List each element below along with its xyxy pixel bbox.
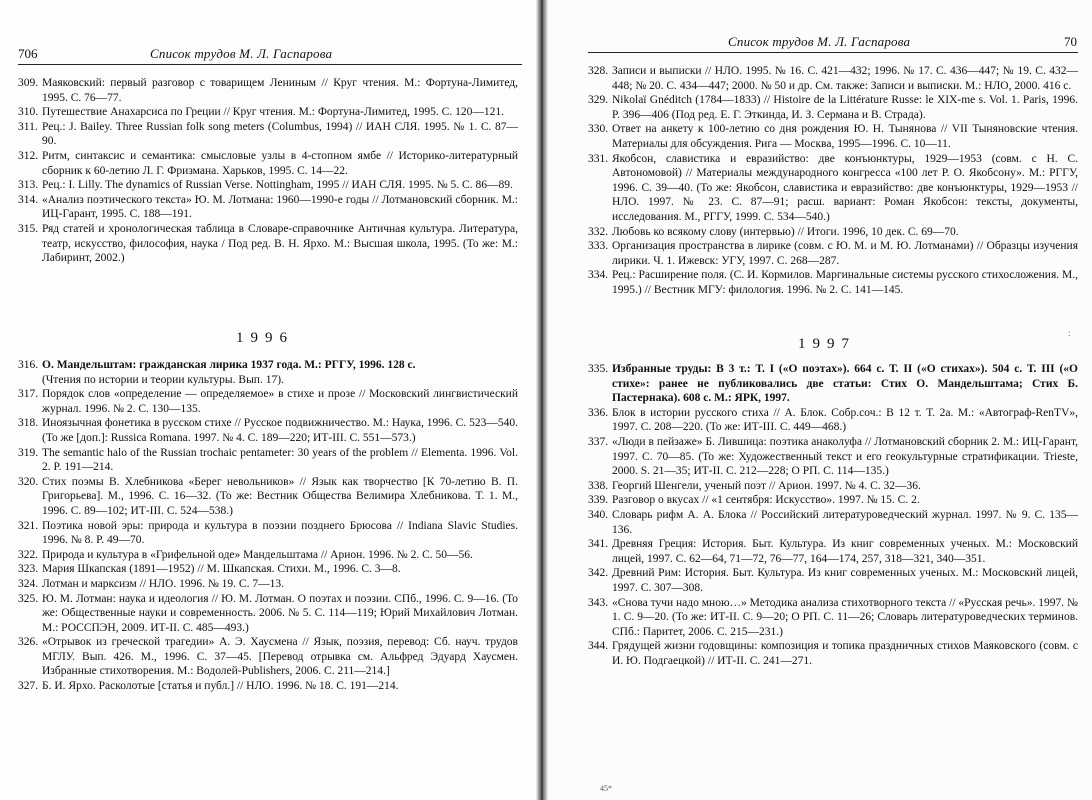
entry-number: 328. xyxy=(588,65,609,77)
entry-number: 344. xyxy=(588,640,609,653)
entry-text: Маяковский: первый разговор с товарищем Лениным // Круг чтения. М.: Фортуна-Лимитед, 1995. С. 76—77. xyxy=(42,77,518,104)
bibliography-entry xyxy=(18,76,518,105)
entry-text: Древний Рим: История. Быт. Культура. Из книг современных ученых. М.: Московский лицей, 1997. С. 307—308. xyxy=(612,567,1078,594)
entry-number: 318. xyxy=(18,417,39,430)
entry-text: «Снова тучи надо мною…» Методика анализа стихотворного текста // «Русская речь». 1997. № 1. С. 9—20. (То же: ИТ-II. С. 9—20; О РП. С. 11—26; Словарь литературоведческих терминов. СПб.: Паритет, 2006. С. 215—231.) xyxy=(612,596,1078,638)
year-heading: 1996 xyxy=(236,330,294,346)
header-rule xyxy=(18,64,522,65)
bibliography-entry xyxy=(18,105,518,120)
entry-number: 337. xyxy=(588,435,609,448)
entry-number: 320. xyxy=(18,475,39,488)
entry-number: 309. xyxy=(18,77,39,89)
entry-text: «Анализ поэтического текста» Ю. М. Лотмана: 1960—1990-е годы // Лотмановский сборник. М.: ИЦ-Гарант, 1995. С. 188—191. xyxy=(42,193,518,221)
bibliography-entry xyxy=(18,387,518,416)
bibliography-entry xyxy=(18,416,518,445)
entry-number: 310. xyxy=(18,106,39,119)
entry-text: The semantic halo of the Russian trochaic pentameter: 30 years of the problem // Elementa. 1996. Vol. 2. P. 191—214. xyxy=(42,446,518,474)
entry-text: Nikolaï Gnéditch (1784—1833) // Histoire de la Littérature Russe: le XIX-me s. Vol. 1. Paris, 1996. P. 396—406 (Под ред. Е. Г. Эткинда, И. З. Сермана и В. Страда). xyxy=(612,94,1078,121)
bibliography-entry xyxy=(18,635,518,679)
entry-text: Ю. М. Лотман: наука и идеология // Ю. М. Лотман. О поэтах и поэзии. СПб., 1996. С. 9—16. (То же: Общественные науки и современность. 2006. № 5. С. 114—119; Юрий Михайлович Лотман. М.: РОССПЭН, 2009. ИТ-II. С. 485—493.) xyxy=(42,592,518,634)
bibliography-entry xyxy=(18,562,518,577)
entry-number: 313. xyxy=(18,179,39,192)
entry-number: 311. xyxy=(18,120,38,133)
margin-mark: : xyxy=(1068,328,1071,338)
bibliography-entry xyxy=(18,577,518,592)
entry-number: 316. xyxy=(18,359,39,371)
entry-text: Избранные труды: В 3 т.: Т. I («О поэтах»). 664 с. Т. II («О стихах»). 504 с. Т. III («О стихе»: ранее не публиковались две статьи: Стих О. Мандельштама; Стих Б. Пастернака). 608 с. М.: ЯРК, 1997. xyxy=(612,363,1078,405)
entry-text: Ритм, синтаксис и семантика: смысловые узлы в 4-стопном ямбе // Историко-литературный сборник к 60-летию Л. Г. Фризмана. Харьков, 1995. С. 14—22. xyxy=(42,149,518,177)
bibliography-entry xyxy=(18,446,518,475)
bibliography-entry xyxy=(18,193,518,222)
bibliography-entry xyxy=(588,152,1078,225)
bibliography-entry xyxy=(588,639,1078,668)
bibliography-entry xyxy=(588,239,1078,268)
entry-text: Якобсон, славистика и евразийство: две конъюнктуры, 1929—1953 (совм. с Н. С. Автономовой) // Материалы международного конгресса «100 лет Р. О. Якобсону». М.: РГГУ, 1996. С. 39—40. (То же: Якобсон, славистика и евразийство: две конъюнктуры, 1929—1953 // НЛО. 1997. № 23. С. 87—91; расш. вариант: Роман Якобсон: тексты, документы, исследования. М., РГГУ, 1999. С. 534—540.) xyxy=(612,152,1078,223)
bibliography-entry xyxy=(588,596,1078,640)
entry-number: 324. xyxy=(18,577,39,590)
entry-text: Грядущей жизни годовщины: композиция и топика праздничных стихов Маяковского (совм. с И. Ю. Подгаецкой) // ИТ-II. С. 241—271. xyxy=(612,640,1078,667)
entry-text: Порядок слов «определение — определяемое» в стихе и прозе // Московский лингвистический журнал. 1996. № 2. С. 130—135. xyxy=(42,388,518,415)
bibliography-entry xyxy=(588,362,1078,406)
entry-number: 326. xyxy=(18,636,39,649)
entry-text: Рец.: J. Bailey. Three Russian folk song meters (Columbus, 1994) // ИАН СЛЯ. 1995. № 1. С. 87—90. xyxy=(42,120,518,148)
bibliography-entry xyxy=(18,178,518,193)
entry-number: 330. xyxy=(588,123,609,136)
bibliography-entry xyxy=(18,222,518,266)
entry-number: 325. xyxy=(18,592,39,605)
entry-list-1996-cont xyxy=(588,64,1078,298)
bibliography-entry xyxy=(588,435,1078,479)
bibliography-entry xyxy=(18,548,518,563)
bibliography-entry xyxy=(18,475,518,519)
left-page xyxy=(0,0,536,800)
entry-list-1995 xyxy=(18,76,518,266)
bibliography-entry xyxy=(588,479,1078,494)
entry-number: 332. xyxy=(588,225,609,238)
entry-text: Организация пространства в лирике (совм. с Ю. М. и М. Ю. Лотманами) // Образцы изучения лирики. Ч. 1. Ижевск: УГУ, 1997. С. 268—287. xyxy=(612,240,1078,267)
entry-text: Записи и выписки // НЛО. 1995. № 16. С. 421—432; 1996. № 17. С. 436—447; № 19. С. 432—448; № 20. С. 434—447; 2000. № 50 и др. См. также: Записи и выписки. М.: НЛО, 2000. 416 с. xyxy=(612,65,1078,92)
entry-number: 315. xyxy=(18,222,39,235)
entry-number: 342. xyxy=(588,567,609,580)
entry-text: Б. И. Ярхо. Расколотые [статья и публ.] // НЛО. 1996. № 18. С. 191—214. xyxy=(42,680,399,693)
year-heading: 1997 xyxy=(798,336,856,352)
entry-text: Георгий Шенгели, ученый поэт // Арион. 1997. № 4. С. 32—36. xyxy=(612,479,921,492)
entry-series: (Чтения по истории и теории культуры. Вып. 17). xyxy=(42,373,284,386)
entry-list-1996 xyxy=(18,358,518,694)
entry-text: Разговор о вкусах // «1 сентября: Искусство». 1997. № 15. С. 2. xyxy=(612,494,920,507)
entry-text: «Отрывок из греческой трагедии» А. Э. Хаусмена // Язык, поэзия, перевод: Сб. науч. трудов МГЛУ. Вып. 426. М., 1996. С. 37—45. [Перевод отрывка см. Альфред Эдуард Хаусмен. Избранные стихотворения. М.: Водолей-Publishers, 2006. С. 211—214.] xyxy=(42,636,518,678)
entry-number: 323. xyxy=(18,563,39,576)
entry-number: 335. xyxy=(588,363,609,375)
entry-text: Лотман и марксизм // НЛО. 1996. № 19. С. 7—13. xyxy=(42,577,284,590)
bibliography-entry xyxy=(588,64,1078,93)
entry-text: «Люди в пейзаже» Б. Лившица: поэтика анаколуфа // Лотмановский сборник 2. М.: ИЦ-Гарант, 1997. С. 70—85. (То же: Художественный текст и его геокультурные стратификации. Trieste, 2000. S. 21—35; ИТ-II. С. 212—228; О РП. С. 114—135.) xyxy=(612,435,1078,478)
entry-number: 314. xyxy=(18,193,39,206)
entry-number: 317. xyxy=(18,388,39,401)
bibliography-entry xyxy=(18,519,518,548)
bibliography-entry xyxy=(588,93,1078,122)
bibliography-entry xyxy=(588,122,1078,151)
bibliography-entry xyxy=(588,268,1078,297)
entry-number: 341. xyxy=(588,538,609,551)
entry-list-1997 xyxy=(588,362,1078,668)
bibliography-entry xyxy=(588,566,1078,595)
entry-number: 322. xyxy=(18,548,39,561)
entry-text: Рец.: I. Lilly. The dynamics of Russian Verse. Nottingham, 1995 // ИАН СЛЯ. 1995. № 5. С. 86—89. xyxy=(42,179,513,192)
running-head: Список трудов М. Л. Гаспарова xyxy=(150,46,333,61)
entry-number: 334. xyxy=(588,269,609,282)
entry-text: Ответ на анкету к 100-летию со дня рождения Ю. Н. Тынянова // VII Тыняновские чтения. Материалы для обсуждения. Рига — Москва, 1995—1996. С. 10—11. xyxy=(612,123,1078,150)
entry-text: Любовь ко всякому слову (интервью) // Итоги. 1996, 10 дек. С. 69—70. xyxy=(612,225,959,238)
bibliography-entry xyxy=(18,592,518,636)
entry-text: Путешествие Анахарсиса по Греции // Круг чтения. М.: Фортуна-Лимитед, 1995. С. 120—121. xyxy=(42,106,504,119)
entry-number: 339. xyxy=(588,494,609,507)
entry-text: Ряд статей и хронологическая таблица в Словаре-справочнике Античная культура. Литература, театр, искусство, философия, наука / Под ред. В. Н. Ярхо. М.: Высшая школа, 1995. (То же: М.: Лабиринт, 2002.) xyxy=(42,222,518,265)
entry-number: 336. xyxy=(588,406,609,419)
entry-number: 327. xyxy=(18,680,39,693)
bibliography-entry xyxy=(18,120,518,149)
entry-number: 343. xyxy=(588,596,609,609)
entry-text: Рец.: Расширение поля. (С. И. Кормилов. Маргинальные системы русского стихосложения. М., 1995.) // Вестник МГУ: филология. 1996. № 2. С. 141—145. xyxy=(612,269,1078,296)
entry-number: 319. xyxy=(18,446,39,459)
entry-text: О. Мандельштам: гражданская лирика 1937 года. М.: РГГУ, 1996. 128 с. xyxy=(42,359,416,371)
entry-text: Блок в истории русского стиха // А. Блок. Собр.соч.: В 12 т. Т. 2а. М.: «Автограф-RenTV», 1997. С. 208—220. (То же: ИТ-III. С. 449—468.) xyxy=(612,406,1078,434)
entry-number: 331. xyxy=(588,152,609,165)
bibliography-entry xyxy=(588,225,1078,240)
entry-text: Иноязычная фонетика в русском стихе // Русское подвижничество. М.: Наука, 1996. С. 523—540. (То же [доп.]: Russica Romana. 1997. № 4. С. 189—220; ИТ-III. С. 551—573.) xyxy=(42,417,518,444)
entry-number: 333. xyxy=(588,240,609,253)
entry-text: Древняя Греция: История. Быт. Культура. Из книг современных ученых. М.: Московский лицей, 1997. С. 62—64, 71—72, 76—77, 164—174, 257, 318—321, 340—351. xyxy=(612,538,1078,565)
entry-number: 312. xyxy=(18,149,39,162)
entry-text: Природа и культура в «Грифельной оде» Мандельштама // Арион. 1996. № 2. С. 50—56. xyxy=(42,548,473,561)
entry-text: Поэтика новой эры: природа и культура в поэзии позднего Брюсова // Indiana Slavic Studies. 1996. № 8. P. 49—70. xyxy=(42,519,518,547)
right-page xyxy=(548,0,1092,800)
page-number: 70 xyxy=(1064,34,1077,49)
bibliography-entry xyxy=(588,493,1078,508)
entry-number: 329. xyxy=(588,94,609,107)
bibliography-entry xyxy=(18,679,518,694)
bibliography-entry xyxy=(588,406,1078,435)
bibliography-entry xyxy=(588,537,1078,566)
entry-number: 340. xyxy=(588,508,609,521)
entry-number: 321. xyxy=(18,519,39,532)
bibliography-entry xyxy=(588,508,1078,537)
signature-mark: 45* xyxy=(600,784,612,793)
running-head: Список трудов М. Л. Гаспарова xyxy=(728,34,911,49)
book-gutter xyxy=(536,0,548,800)
bibliography-entry xyxy=(18,149,518,178)
page-number: 706 xyxy=(18,46,38,61)
header-rule xyxy=(588,52,1078,53)
entry-text: Стих поэмы В. Хлебникова «Берег невольников» // Язык как творчество [К 70-летию В. П. Григорьева]. М., 1996. С. 16—32. (То же: Вестник Общества Велимира Хлебникова. Т. 1. М., 1996. С. 89—102; ИТ-III. С. 524—538.) xyxy=(42,475,518,517)
bibliography-entry xyxy=(18,358,518,387)
entry-text: Мария Шкапская (1891—1952) // М. Шкапская. Стихи. М., 1996. С. 3—8. xyxy=(42,563,401,576)
entry-text: Словарь рифм А. А. Блока // Российский литературоведческий журнал. 1997. № 9. С. 135—136. xyxy=(612,508,1078,536)
entry-number: 338. xyxy=(588,479,609,492)
